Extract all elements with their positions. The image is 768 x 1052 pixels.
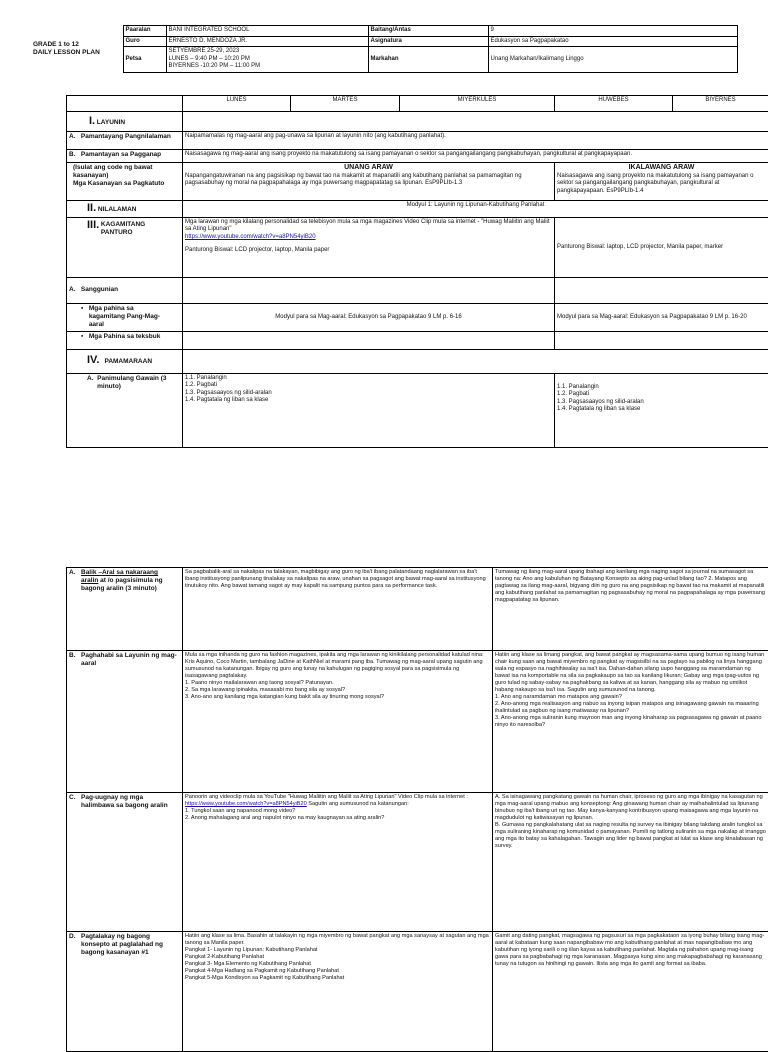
pamantayang-label: A. Pamantayang Pangnilalaman — [67, 132, 183, 150]
guro-value: ERNESTO D. MENDOZA JR. — [166, 36, 368, 47]
panimulang-text-1: 1.1. Panalangin 1.2. Pagbati 1.3. Pagsasaayos ng silid-aralan 1.4. Pagtatala ng liban sa klase — [183, 373, 555, 447]
petsa-label: Petsa — [123, 47, 166, 73]
day-wednesday: MIYERKULES — [400, 96, 555, 112]
nilalaman-text: Modyul 1: Layunin ng Lipunan-Kabutihang Panlahat — [183, 201, 768, 218]
sanggunian-right — [555, 277, 768, 303]
kasanayan-label: (Isulat ang code ng bawat kasanayan) Mga Kasanayan sa Pagkatuto — [67, 163, 183, 201]
baitang-value: 9 — [488, 26, 737, 37]
pamamaraan-blank — [183, 349, 768, 373]
kagamitan-desc: Mga larawan ng mga kilalang personalidad sa telebisyon mula sa mga magazines Video Clip mula sa internet - "Huwag Maliitin ang Maliit sa Ating Lipunan" — [185, 219, 552, 234]
pagtalakay-label: D. Pagtalakay ng bagong konsepto at paglalahad ng bagong kasanayan #1 — [67, 932, 183, 1052]
layunin-blank — [183, 112, 768, 132]
markahan-label: Markahan — [368, 47, 488, 73]
pag-uugnay-link[interactable]: https://www.youtube.com/watch?v=a8PN54yiB20 — [185, 801, 307, 807]
kagamitan-right: Panturong Biswal: laptop, LCD projector, Manila paper, marker — [555, 217, 768, 277]
sanggunian-left — [183, 277, 555, 303]
petsa-value: SETYEMBRE 25-29, 2023 LUNES – 9:40 PM – 10:20 PM BIYERNES -10:20 PM – 11:00 PM — [166, 47, 368, 73]
pag-uugnay-left: Panoorin ang videoclip mula sa YouTube "Huwag Maliitin ang Maliit sa Ating Lipunan" Video Clip mula sa internet : https://www.youtube.com/watch?v=a8PN54yiB20 Sagutin ang sumusunod na katanungan: 1. Tungkol saan ang napanood mong video? 2. Anong mahalagang aral ang napulot ninyo na may kaugnayan sa ating aralin? — [183, 793, 493, 932]
pahina-text-1: Modyul para sa Mag-aaral: Edukasyon sa Pagpapakatao 9 LM p. 6-16 — [183, 303, 555, 331]
pagganap-label: B. Pamantayan sa Pagganap — [67, 150, 183, 163]
unang-araw-cell — [183, 163, 555, 201]
procedure-table — [66, 567, 768, 1052]
balik-aral-label: A. Balik –Aral sa nakaraang aralin at /o pagsisimula ng bagong aralin (3 minuto) — [67, 568, 183, 651]
paghahabi-right: Hatiin ang klase sa limang pangkat, ang bawat pangkat ay magsasama-sama upang bumuo ng isang human chair kung saan ang bawat miyembro ng pangkat ay magsisilbi na sa pagtayo sa pabilog na linya hanggang wala ng espasyo na naghihiwalay sa isa't isa. Dahan-dahan silang uupo hanggang sa maramdaman ng bawat isa na komportable na sila sa pagkakaupo sa tao sa kanilang likuran; Gabay ang mga ipag-uutos ng guro tulad ng sabay-sabay na paghakbang sa kaliwa at sa kanan, hanggang sila ay mabuo ng umiikot habang nakaupo sa isa't isa. Sagutin ang sumusunod na tanong. 1. Ano ang naramdaman mo matapos ang gawain? 2. Ano-anong mga realisasyon ang nabuo sa inyong isipan matapos ang isinagawang gawain na maaaring ihalintulad sa pagbuo ng isang matiwasay na lipunan? 3. Ano-anong mga suliranin kung mayroon man ang inyong kinaharap sa pagsasagawa ng gawain at paano ninyo ito naresolba? — [493, 651, 768, 793]
pamamaraan-heading: IV. PAMAMARAAN — [67, 349, 183, 373]
day-thursday: HUWEBES — [555, 96, 673, 112]
pamantayang-text: Naipamamalas ng mag-aaral ang pag-unawa sa lipunan at layunin nito (ang kabutihang panlahat). — [183, 132, 768, 150]
pagtalakay-right: Gamit ang dating pangkat, magsagawa ng pagsusuri sa mga pagkakataon sa iyong buhay bilang isang mag-aaral at kabataan kung saan napangibabaw mo ang kabutihang panlahat at mas napangibabaw mo ang kabutihan ng iyong sarili o ng iilan kaysa sa kabutihang panlahat. Magtala ng pahahon upang mag-isang gawa para sa pagbabahagi ng mga karanasan. Magpasya kung sino ang makapagbabahagi ng karanasang tunay na tutugon sa hinihingi ng gawain. Ilista ang mga ito gamit ang format sa ibaba. — [493, 932, 768, 1052]
sanggunian-label: A. Sanggunian — [67, 277, 183, 303]
balik-aral-right: Tumawag ng ilang mag-aaral upang ibahagi ang kanilang mga naging sagot sa journal na sumasagot sa tanong na: Ano ang kabuluhan ng Batayang Konsepto sa aking pag-unlad bilang tao? 2. Matapos ang pagtawag sa ilang mag-aaral, bigyang diin ng guro na ang pagsisikap ng bawat tao na makamit at mapanatili ang kabutihang panlahat sa pamamagitan ng pagsasabuhay ng moral na pagpapahalaga ay mga puwersang magpapatatag sa lipunan. — [493, 568, 768, 651]
blank-cell — [67, 96, 183, 112]
baitang-label: Baitang/Antas — [368, 26, 488, 37]
kagamitan-biswal: Panturong Biswal: LCD projector, laptop, Manila paper — [185, 247, 552, 255]
kagamitan-heading: III. KAGAMITANG PANTURO — [67, 217, 183, 277]
paghahabi-left: Mula sa mga inihanda ng guro na fashion magazines, ipakita ang mga larawan ng kinikilalang personalidad katulad nina: Kris Aquino, Coco Martin, tambalang JaDine at KathNiel at marami pang iba. Tumawag ng mag-aaral upang sagutin ang sumusunod na katanungan. Ibigay ng guro ang tunay na kahulugan ng pagiging sosyal para sa pagsisimula ng isasagawang pagtalakay. 1. Paano ninyo mailalarawan ang taong sosyal? Patunayan. 2. Sa mga larawang ipinakita, masasabi mo bang sila ay sosyal? 3. Ano-ano ang kanilang mga katangian kung bakit sila ay tinuring mong sosyal? — [183, 651, 493, 793]
header-table — [31, 25, 738, 73]
asignatura-label: Asignatura — [368, 36, 488, 47]
pag-uugnay-right: A. Sa isinagawang pangkatang gawain na human chair, iproseso ng guro ang mga ibinigay na kasagutan ng mga mag-aaral upang mabuo ang konseptong: Ang ginawang human chair ay maihahalintulad sa lipunang binubuo ng iba't ibang uri ng tao. May kanya-kanyang kontribusyon upang maisagawa ang mga layunin na magdudulot ng katiwasayan ng lipunan. B. Gumawa ng pangkalahatang ulat sa naging resulta ng survey na ibinigay bilang takdang aralin tungkol sa mga suliraning kinaharap ng komunidad o pamayanan. Pumili ng tatlong suliranin sa mga nakalap at irranggo ang mga ito batay sa kahalagahan. Tawagin ang lider ng bawat pangkat at iulat sa klase ang kinalabasan ng survey. — [493, 793, 768, 932]
pahina-text-2: Modyul para sa Mag-aaral: Edukasyon sa Pagpapakatao 9 LM p. 16-20 — [555, 303, 768, 331]
ikalawang-araw-cell — [555, 163, 768, 201]
pahina-pang-mag-aaral-label: ▪ Mga pahina sa kagamitang Pang-Mag-aaral — [67, 303, 183, 331]
markahan-value: Unang Markahan/Ikalimang Linggo — [488, 47, 737, 73]
paghahabi-label: B. Paghahabi sa Layunin ng mag-aaral — [67, 651, 183, 793]
teksbuk-right — [555, 331, 768, 349]
layunin-heading: I. LAYUNIN — [67, 112, 183, 132]
kagamitan-text — [183, 217, 555, 277]
pagtalakay-left: Hatiin ang klase sa lima. Basahin at talakayin ng mga miyembro ng bawat pangkat ang mga sanaysay at sagutan ang mga tanong sa Manila paper. Pangkat 1- Layunin ng Lipunan: Kabutihang Panlahat Pangkat 2-Kabutihang Panlahat Pangkat 3- Mga Elemento ng Kabutihang Panlahat Pangkat 4-Mga Hadlang sa Pagkamit ng Kabutihang Panlahat Pangkat 5-Mga Kondisyon sa Pagkamit ng Kabutihang Panlahat — [183, 932, 493, 1052]
ikalawang-araw-heading: IKALAWANG ARAW — [557, 164, 766, 173]
day-tuesday: MARTES — [291, 96, 400, 112]
pahina-teksbuk-label: ▪ Mga Pahina sa teksbuk — [67, 331, 183, 349]
unang-araw-text: Napangangatuwiranan na ang pagsisikap ng bawat tao na makamit at mapanatili ang kabutihang panlahat sa pamamagitan ng pagsasabuhay ng moral na pagpapahalaga ay mga puwersang magpapatatag sa lipunan. EsP9PLIb-1.3 — [185, 173, 552, 188]
asignatura-value: Edukasyon sa Pagpapakatao — [488, 36, 737, 47]
paaralan-value: BANI INTEGRATED SCHOOL — [166, 26, 368, 37]
nilalaman-heading: II. NILALAMAN — [67, 201, 183, 218]
guro-label: Guro — [123, 36, 166, 47]
kagamitan-link[interactable]: https://www.youtube.com/watch?v=a8PN54yiB20 — [185, 234, 316, 240]
pagganap-text: Naisasagawa ng mag-aaral ang isang proyekto na makatutulong sa isang pamayanan o sektor sa pangangailangang pangkabuhayan, pangkultural at pangkapayapaan. — [183, 150, 768, 163]
balik-aral-left: Sa pagbabalik-aral sa nakalipas na talakayan, magbibigay ang guro ng iba't ibang palatandaang naglalarawan sa iba't ibang institusyong panlipunang tinalakay sa nakalipas na araw, unahan sa pagsagot ang bawat mag-aaral sa institusyong tinutukoy nito. Ang bawat tamang sagot ay may kapalit na sampung puntos para sa performance task. — [183, 568, 493, 651]
panimulang-text-2: 1.1. Panalangin 1.2. Pagbati 1.3. Pagsasaayos ng silid-aralan 1.4. Pagtatala ng liban sa klase — [555, 373, 768, 447]
paaralan-label: Paaralan — [123, 26, 166, 37]
day-friday: BIYERNES — [673, 96, 768, 112]
lesson-plan-table — [66, 95, 768, 448]
teksbuk-left — [183, 331, 555, 349]
unang-araw-heading: UNANG ARAW — [185, 164, 552, 173]
ikalawang-araw-text: Naisasagawa ang isang proyekto na makatutulong sa isang pamayanan o sektor sa pangangailangang pangkabuhayan, pangkultural at pangkapayapaan. EsP9PLIb-1.4 — [557, 173, 766, 196]
panimulang-label: A. Panimulang Gawain (3 minuto) — [67, 373, 183, 447]
day-monday: LUNES — [183, 96, 291, 112]
grade-label: GRADE 1 to 12 DAILY LESSON PLAN — [31, 26, 123, 73]
pag-uugnay-label: C. Pag-uugnay ng mga halimbawa sa bagong aralin — [67, 793, 183, 932]
